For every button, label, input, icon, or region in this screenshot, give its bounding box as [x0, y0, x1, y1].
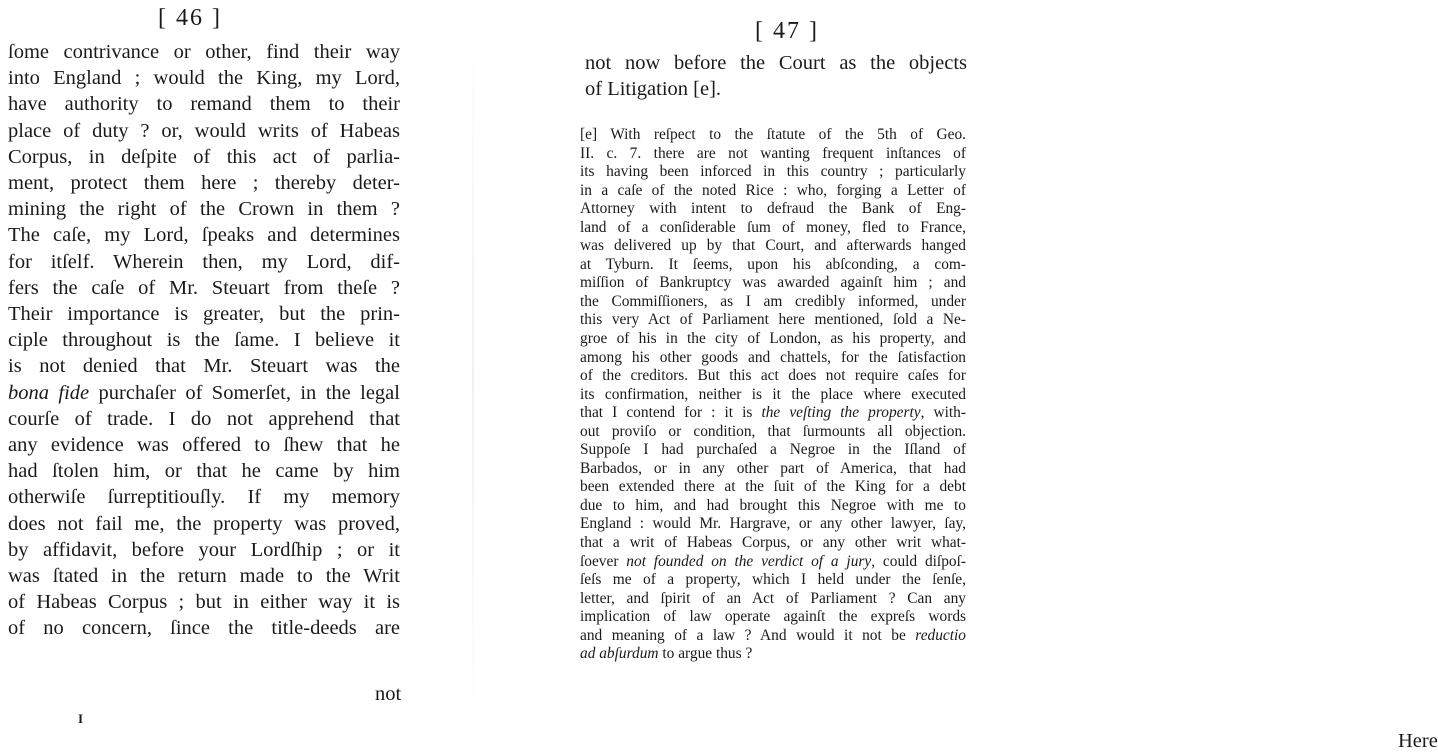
footnote-line: England : would Mr. Hargrave, or any other lawyer, ſay,	[580, 515, 966, 533]
text-line: had ſtolen him, or that he came by him	[8, 460, 400, 483]
text-line: place of duty ? or, would writs of Habeas	[8, 119, 400, 142]
left-body-text	[8, 39, 400, 642]
text-line: fers the caſe of Mr. Steuart from theſe ?	[8, 276, 400, 299]
left-page-number: [ 46 ]	[158, 5, 222, 31]
footnote-line: among his other goods and chattels, for the ſatisfaction	[580, 348, 966, 366]
text-line: of no concern, ſince the title-deeds are	[8, 617, 400, 640]
text-line: ſome contrivance or other, find their way	[8, 41, 400, 63]
text-run: to argue thus ?	[658, 645, 753, 663]
italic-phrase: ad abſurdum	[580, 645, 659, 663]
footnote-line	[580, 627, 966, 646]
text-line: of Habeas Corpus ; but in either way it is	[8, 591, 400, 614]
footnote-line	[580, 553, 966, 572]
text-run: , could diſpoſ-	[871, 552, 966, 570]
footnote-line: Suppoſe I had purchaſed a Negroe in the Iſland of	[580, 441, 966, 459]
text-line: was ſtated in the return made to the Writ	[8, 565, 400, 588]
footnote-line: implication of law operate againſt the expreſs words	[580, 608, 966, 626]
left-catchword: not	[375, 683, 402, 705]
right-catchword: Here	[1398, 730, 1438, 752]
footnote-line: ſeſs me of a property, which I held under the ſenſe,	[580, 571, 966, 589]
text-line: mining the right of the Crown in them ?	[8, 198, 400, 221]
right-page-number: [ 47 ]	[755, 18, 819, 44]
footnote-line: Barbados, or in any other part of America, that had	[580, 459, 966, 477]
italic-phrase: reductio	[915, 626, 966, 644]
text-line: for itſelf. Wherein then, my Lord, dif-	[8, 250, 400, 273]
text-run: purchaſer of Somerſet, in the legal	[89, 381, 400, 404]
footnote-line: out proviſo or condition, that ſurmounts all objection.	[580, 422, 966, 440]
text-line: Their importance is greater, but the prin-	[8, 303, 400, 326]
text-line: courſe of trade. I do not apprehend that	[8, 407, 400, 430]
text-line: into England ; would the King, my Lord,	[8, 67, 400, 90]
text-run: and meaning of a law ? And would it not be	[580, 626, 916, 644]
footnote-line: of the creditors. But this act does not require caſes for	[580, 367, 966, 385]
italic-phrase: the veſting the property	[761, 404, 921, 422]
footnote-line: its confirmation, neither is it the place where executed	[580, 385, 966, 403]
footnote	[580, 126, 966, 664]
text-line: otherwiſe ſurreptitiouſly. If my memory	[8, 486, 400, 509]
text-line: of Litigation [e].	[585, 78, 722, 101]
text-line: is not denied that Mr. Steuart was the	[8, 355, 400, 378]
footnote-line: in a caſe of the noted Rice : who, forging a Letter of	[580, 181, 966, 199]
footnote-line: groe of his in the city of London, as his property, and	[580, 330, 966, 348]
footnote-line: miſſion of Bankruptcy was awarded againſt him ; and	[580, 274, 966, 292]
left-page	[0, 0, 470, 755]
footnote-line	[580, 645, 966, 664]
right-page	[470, 0, 1438, 755]
footnote-line: this very Act of Parliament here mentioned, ſold a Ne-	[580, 311, 966, 329]
footnote-line: that a writ of Habeas Corpus, or any other writ what-	[580, 534, 966, 552]
right-body-text	[585, 50, 967, 102]
text-line: does not fail me, the property was proved,	[8, 512, 400, 535]
footnote-line: the Commiſſioners, as I am credibly informed, under	[580, 292, 966, 310]
text-line: any evidence was offered to ſhew that he	[8, 434, 400, 457]
footnote-line: due to him, and had brought this Negroe with me to	[580, 496, 966, 514]
text-line: The caſe, my Lord, ſpeaks and determines	[8, 224, 400, 247]
text-run: , with-	[920, 404, 966, 422]
text-line	[8, 380, 400, 406]
text-line: ciple throughout is the ſame. I believe it	[8, 329, 400, 352]
text-line: ment, protect them here ; thereby deter-	[8, 172, 400, 195]
text-run: ſoever	[580, 552, 627, 570]
text-line: Corpus, in deſpite of this act of parlia-	[8, 145, 400, 168]
text-line: by affidavit, before your Lordſhip ; or it	[8, 538, 400, 561]
footnote-line: at Tyburn. It ſeems, upon his abſconding, a com-	[580, 255, 966, 273]
footnote-line: Attorney with intent to defraud the Bank of Eng-	[580, 200, 966, 218]
footnote-line: letter, and ſpirit of an Act of Parliament ? Can any	[580, 589, 966, 607]
footnote-line: its having been inforced in this country ; particularly	[580, 163, 966, 181]
footnote-line: II. c. 7. there are not wanting frequent inſtances of	[580, 144, 966, 162]
footnote-line: land of a conſiderable ſum of money, fled to France,	[580, 218, 966, 236]
text-line: not now before the Court as the objects	[585, 52, 967, 74]
footnote-line: been extended there at the ſuit of the King for a debt	[580, 478, 966, 496]
footnote-line	[580, 404, 966, 423]
italic-phrase: not founded on the verdict of a jury	[626, 552, 872, 570]
text-line: have authority to remand them to their	[8, 93, 400, 116]
text-run: that I contend for : it is	[580, 404, 762, 422]
italic-phrase: bona fide	[8, 381, 90, 404]
footnote-line: [e] With reſpect to the ſtatute of the 5th of Geo.	[580, 126, 966, 143]
footnote-line: was delivered up by that Court, and afterwards hanged	[580, 237, 966, 255]
signature-mark: I	[78, 711, 84, 726]
